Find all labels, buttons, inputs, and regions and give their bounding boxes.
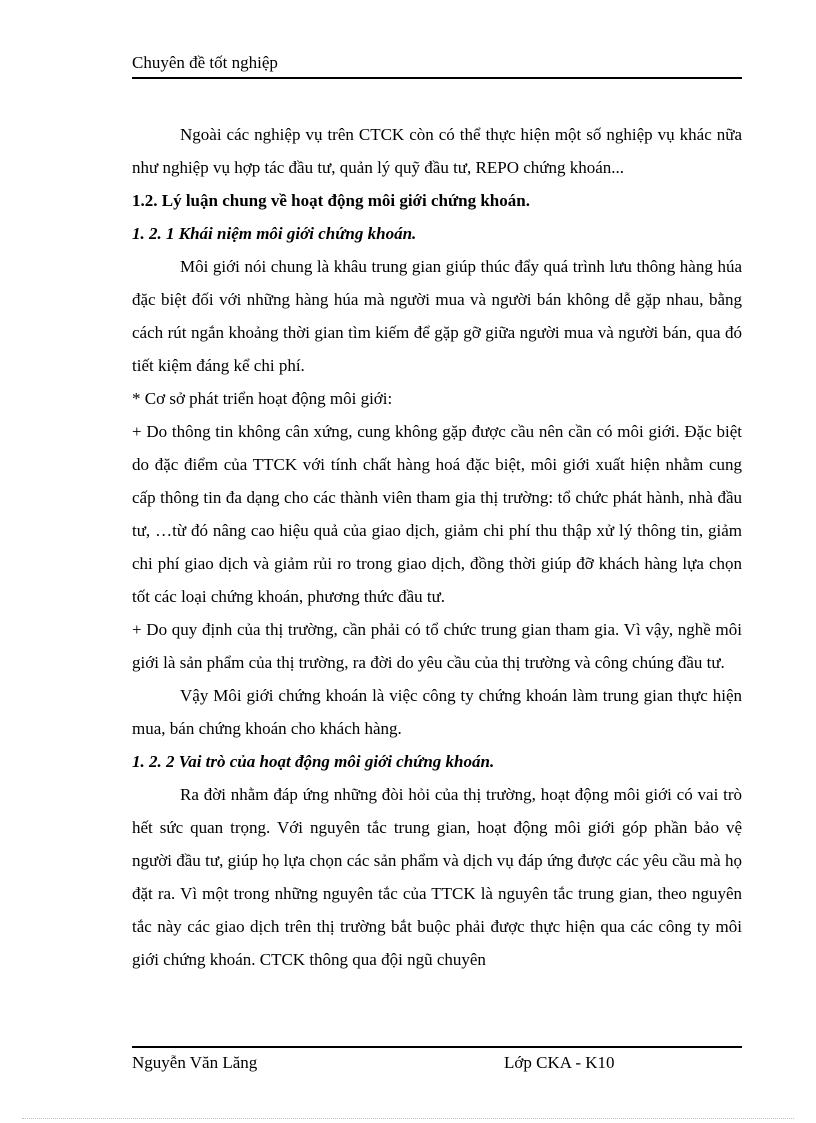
footer-author: Nguyễn Văn Lăng xyxy=(132,1053,258,1072)
paragraph: * Cơ sở phát triển hoạt động môi giới: xyxy=(132,389,393,408)
page-bottom-divider xyxy=(22,1118,794,1119)
subsection-heading: 1. 2. 1 Khái niệm môi giới chứng khoán. xyxy=(132,224,417,243)
header-title: Chuyên đề tốt nghiệp xyxy=(132,53,278,72)
paragraph: + Do quy định của thị trường, cần phải có tổ chức trung gian tham gia. Vì vậy, nghề môi giới là sản phẩm của thị trường, ra đời do yêu cầu của thị trường và công chúng đầu tư. xyxy=(132,620,742,672)
subsection-heading: 1. 2. 2 Vai trò của hoạt động môi giới chứng khoán. xyxy=(132,752,495,771)
paragraph: Ngoài các nghiệp vụ trên CTCK còn có thể thực hiện một số nghiệp vụ khác nữa như nghiệp vụ hợp tác đầu tư, quản lý quỹ đầu tư, REPO chứng khoán... xyxy=(132,125,742,177)
paragraph: + Do thông tin không cân xứng, cung không gặp được cầu nên cần có môi giới. Đặc biệt do đặc điểm của TTCK với tính chất hàng hoá đặc biệt, môi giới xuất hiện nhằm cung cấp thông tin đa dạng cho các thành viên tham gia thị trường: tổ chức phát hành, nhà đầu tư, …từ đó nâng cao hiệu quả của giao dịch, giảm chi phí thu thập xử lý thông tin, giảm chi phí giao dịch và giảm rủi ro trong giao dịch, đồng thời giúp đỡ khách hàng lựa chọn tốt các loại chứng khoán, phương thức đầu tư. xyxy=(132,422,742,606)
page-header xyxy=(132,52,742,79)
paragraph: Ra đời nhằm đáp ứng những đòi hỏi của thị trường, hoạt động môi giới có vai trò hết sức quan trọng. Với nguyên tắc trung gian, hoạt động môi giới góp phần bảo vệ người đầu tư, giúp họ lựa chọn các sản phẩm và dịch vụ đáp ứng được các yêu cầu mà họ đặt ra. Vì một trong những nguyên tắc của TTCK là nguyên tắc trung gian, theo nguyên tắc này các giao dịch trên thị trường bắt buộc phải được thực hiện qua các công ty môi giới chứng khoán. CTCK thông qua đội ngũ chuyên xyxy=(132,785,742,969)
page-footer xyxy=(132,1046,742,1074)
paragraph: Vậy Môi giới chứng khoán là việc công ty chứng khoán làm trung gian thực hiện mua, bán chứng khoán cho khách hàng. xyxy=(132,686,742,738)
section-heading: 1.2. Lý luận chung về hoạt động môi giới chứng khoán. xyxy=(132,191,530,210)
paragraph: Môi giới nói chung là khâu trung gian giúp thúc đẩy quá trình lưu thông hàng húa đặc biệt đối với những hàng húa mà người mua và người bán không dễ gặp nhau, bằng cách rút ngắn khoảng thời gian tìm kiếm để gặp gỡ giữa người mua và người bán, qua đó tiết kiệm đáng kể chi phí. xyxy=(132,257,742,375)
footer-class: Lớp CKA - K10 xyxy=(504,1053,615,1072)
page-body xyxy=(132,118,742,976)
